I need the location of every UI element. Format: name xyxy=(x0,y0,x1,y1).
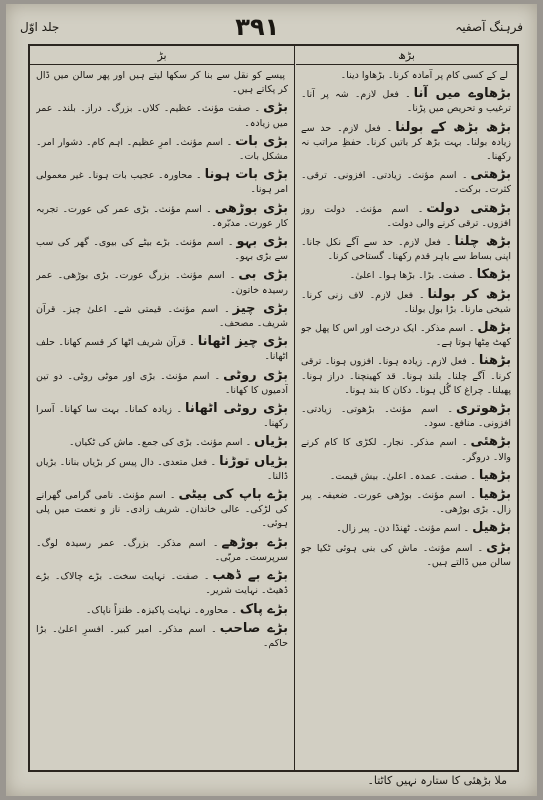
entry-definition: ۔ اسم مؤنث۔ بڑی عمر کی عورت۔ تجربہ کار عورت۔ مدبّرہ۔ xyxy=(36,203,288,229)
entry-headword: بڑیاں xyxy=(254,434,288,450)
entry-definition: ۔ فعل لازم۔ شہ پر آنا۔ ترغیب و تحریص میں پڑنا۔ xyxy=(301,89,511,115)
right-column xyxy=(301,68,511,764)
entry-definition: ۔ اسم مؤنث۔ بوڑھی عورت۔ ضعیفہ۔ پیر زال۔ بڑی بوڑھی۔ xyxy=(301,490,511,516)
entry-definition: ۔ محاورہ۔ نہایت پاکیزہ۔ طنزاً ناپاک۔ xyxy=(85,604,237,616)
entry-headword: بڑی چیز اٹھانا xyxy=(197,334,288,350)
entry-definition: لے کے کسی کام پر آمادہ کرنا۔ بڑھاوا دینا۔ xyxy=(340,70,508,81)
entry-headword: بڑھ چلنا xyxy=(454,234,511,250)
page-footer: ملا بڑھئی کا ستارہ نہیں کاٹتا۔ xyxy=(367,774,507,787)
entry-headword: بڑے پاک xyxy=(239,601,288,617)
entry-definition: ۔ فعل لازم۔ حد سے زیادہ بولنا۔ بہت بڑھ کر باتیں کرنا۔ حفظِ مراتب نہ رکھنا۔ xyxy=(301,122,511,163)
entry-headword: بڑھیا xyxy=(478,467,511,483)
entry-headword: بڑی روٹی اٹھانا xyxy=(185,401,288,417)
entry-definition: ۔ اسم مؤنث۔ امرِ عظیم۔ اہم کام۔ دشوار امر۔ مشکل بات۔ xyxy=(36,136,288,163)
book-title: فرہنگ آصفیہ xyxy=(455,20,523,34)
entry-definition: ۔ فعل متعدی۔ دال پیس کر بڑیاں بنانا۔ بڑیاں ڈالنا۔ xyxy=(36,456,288,482)
entry-headword: بڑھل xyxy=(477,320,511,336)
text-frame xyxy=(28,44,519,772)
entry-definition: ۔ اسم مؤنث۔ بڑی کی جمع۔ ماش کی ٹکیاں۔ xyxy=(69,437,252,449)
entry-headword: بڑے بوڑھے xyxy=(221,534,288,550)
dictionary-entry xyxy=(301,521,511,536)
dictionary-entry xyxy=(301,435,511,464)
entry-definition: ۔ صفت۔ بڑا۔ بڑھا ہوا۔ اعلیٰ۔ xyxy=(349,270,474,282)
dictionary-entry xyxy=(36,369,288,398)
dictionary-entry xyxy=(301,469,511,484)
entry-headword: بڑھتی xyxy=(470,167,511,183)
dictionary-entry xyxy=(301,87,511,116)
entry-definition: ۔ اسم مؤنث۔ دولت روز افزوں۔ ترقی کرنے والی دولت۔ xyxy=(301,203,511,229)
entry-headword: بڑی روٹی xyxy=(223,367,288,383)
dictionary-entry xyxy=(36,402,288,431)
dictionary-entry xyxy=(301,488,511,517)
dictionary-entry xyxy=(301,202,511,231)
entry-definition: ۔ اسم مؤنث۔ نامی گرامی گھرانے کی لڑکی۔ عالی خاندان۔ شریف زادی۔ ناز و نعمت میں پلی ہوئی۔ xyxy=(36,490,288,530)
dictionary-entry xyxy=(301,168,511,197)
entry-definition: ۔ محاورہ۔ عجیب بات ہونا۔ غیر معمولی امر ہونا۔ xyxy=(36,170,288,196)
entry-headword: بڑی بات ہونا xyxy=(204,167,288,183)
dictionary-entry xyxy=(301,68,511,83)
entry-headword: بڑھیا xyxy=(478,487,511,503)
entry-headword: بڑھیل xyxy=(472,520,511,536)
entry-definition: ۔ صفت۔ نہایت سخت۔ بڑے چالاک۔ بڑے ڈھیٹ۔ نہایت شریر۔ xyxy=(36,571,288,597)
entry-definition: ۔ اسم مؤنث۔ بڑی اور موٹی روٹی۔ دو تین آدمیوں کا کھانا۔ xyxy=(36,370,288,396)
dictionary-entry xyxy=(301,288,511,317)
dictionary-entry xyxy=(36,101,288,130)
entry-headword: بڑی xyxy=(263,100,288,116)
entry-headword: بڑھتی دولت xyxy=(426,200,511,216)
page-header xyxy=(20,12,523,42)
entry-definition: ۔ فعل لازم۔ لاف زنی کرنا۔ شیخی مارنا۔ بڑا بول بولنا۔ xyxy=(301,289,511,315)
dictionary-entry xyxy=(36,603,288,618)
entry-headword: بڑھکا xyxy=(476,267,511,283)
entry-definition: ۔ اسم مؤنث۔ زیادتی۔ افزونی۔ ترقی۔ کثرت۔ برکت۔ xyxy=(301,170,511,196)
entry-definition: ۔ اسم مؤنث۔ بڑھوتی۔ زیادتی۔ افزونی۔ منافع۔ سود۔ xyxy=(301,404,511,430)
entry-headword: بڑھنا xyxy=(478,353,511,369)
entry-headword: بڑھ کر بولنا xyxy=(427,286,511,302)
entry-definition: ۔ اسم مذکر۔ امیر کبیر۔ افسرِ اعلیٰ۔ بڑا حاکم۔ xyxy=(36,623,288,649)
dictionary-entry xyxy=(36,435,288,450)
entry-definition: ۔ اسم مذکر۔ ایک درخت اور اس کا پھل جو کھٹ مِٹھا ہوتا ہے۔ xyxy=(301,323,511,349)
entry-headword: بڑے صاحب xyxy=(219,620,288,636)
entry-definition: ۔ اسم مؤنث۔ ماش کی بنی ہوئی ٹکیا جو سالن میں ڈالتے ہیں۔ xyxy=(301,542,511,568)
entry-definition: ۔ اسم مؤنث۔ ٹھنڈا دن۔ پیر زال۔ xyxy=(336,523,470,535)
entry-definition: ۔ زیادہ کمانا۔ بہت سا کھانا۔ آسرا رکھنا۔ xyxy=(36,404,288,430)
entry-definition: ۔ صفت مؤنث۔ عظیم۔ کلاں۔ بزرگ۔ دراز۔ بلند۔ عمر میں زیادہ۔ xyxy=(36,103,288,129)
dictionary-entry xyxy=(301,541,511,570)
dictionary-entry xyxy=(36,569,288,598)
entry-definition: ۔ اسم مؤنث۔ بزرگ عورت۔ بڑی بوڑھی۔ عمر رسیدہ خاتون۔ xyxy=(36,270,288,296)
dictionary-entry xyxy=(36,235,288,264)
left-column xyxy=(36,68,288,764)
dictionary-entry xyxy=(36,268,288,297)
dictionary-entry xyxy=(36,302,288,331)
dictionary-entry xyxy=(36,168,288,197)
entry-headword: بڑھئی xyxy=(470,434,511,450)
dictionary-entry xyxy=(301,354,511,398)
page-number: ۳۹۱ xyxy=(235,13,280,41)
dictionary-entry xyxy=(301,321,511,350)
entry-headword: بڑھاوے میں آنا xyxy=(413,86,511,102)
entry-headword: بڑی بوڑھی xyxy=(214,200,288,216)
entry-headword: بڑھوتری xyxy=(455,401,511,417)
entry-definition: ۔ اسم مؤنث۔ بڑے بیٹے کی بیوی۔ گھر کی سب سے بڑی بہو۔ xyxy=(36,237,288,263)
entry-definition: ۔ اسم مذکر۔ نجار۔ لکڑی کا کام کرنے والا۔ دروگر۔ xyxy=(301,437,511,463)
dictionary-entry xyxy=(36,536,288,565)
dictionary-page xyxy=(6,4,537,796)
dictionary-entry xyxy=(301,235,511,264)
entry-headword: بڑھ بڑھ کے بولنا xyxy=(395,119,511,135)
dictionary-entry xyxy=(301,268,511,283)
dictionary-entry xyxy=(36,135,288,164)
dictionary-entry xyxy=(36,68,288,97)
left-column-heading: بڑ xyxy=(30,46,294,65)
entry-headword: بڑی بات xyxy=(235,133,288,149)
entry-definition: ۔ اسم مذکر۔ بزرگ۔ عمر رسیدہ لوگ۔ سرپرست۔ مربّی۔ xyxy=(36,537,288,563)
dictionary-entry xyxy=(36,622,288,651)
entry-headword: بڑی بی xyxy=(238,267,288,283)
dictionary-entry xyxy=(301,121,511,165)
entry-headword: بڑی چیز xyxy=(232,300,288,316)
entry-definition: ۔ اسم مؤنث۔ قیمتی شے۔ اعلیٰ چیز۔ قرآن شریف۔ مصحف۔ xyxy=(36,303,288,330)
entry-headword: بڑی بہو xyxy=(236,234,288,250)
entry-headword: بڑے باپ کی بیٹی xyxy=(178,487,288,503)
entry-headword: بڑے بے ڈھب xyxy=(212,568,288,584)
dictionary-entry xyxy=(36,488,288,532)
right-column-heading: بڑھ xyxy=(296,46,517,65)
entry-headword: بڑیاں توڑنا xyxy=(219,453,288,469)
volume-label: جلد اوّل xyxy=(20,20,60,34)
dictionary-entry xyxy=(36,202,288,231)
dictionary-entry xyxy=(301,402,511,431)
entry-headword: بڑی xyxy=(486,539,511,555)
entry-definition: ۔ فعل لازم۔ حد سے آگے نکل جانا۔ اپنی بساط سے باہر قدم رکھنا۔ گستاخی کرنا۔ xyxy=(301,237,511,263)
column-divider xyxy=(294,46,295,770)
entry-definition: پیسے کو نقل سے بنا کر سکھا لیتے ہیں اور پھر سالن میں ڈال کر پکاتے ہیں۔ xyxy=(36,70,288,96)
entry-definition: ۔ صفت۔ عمدہ۔ اعلیٰ۔ بیش قیمت۔ xyxy=(329,470,476,482)
entry-definition: ۔ قرآن شریف اٹھا کر قسم کھانا۔ حلف اٹھانا۔ xyxy=(36,337,288,363)
entry-definition: ۔ فعل لازم۔ زیادہ ہونا۔ افزوں ہونا۔ ترقی کرنا۔ آگے چلنا۔ بلند ہونا۔ قد کھینچنا۔ دراز ہونا۔ پھیلنا۔ چراغ کا گُل ہونا۔ دکان کا بند ہونا۔ xyxy=(301,356,511,396)
dictionary-entry xyxy=(36,335,288,364)
dictionary-entry xyxy=(36,455,288,484)
